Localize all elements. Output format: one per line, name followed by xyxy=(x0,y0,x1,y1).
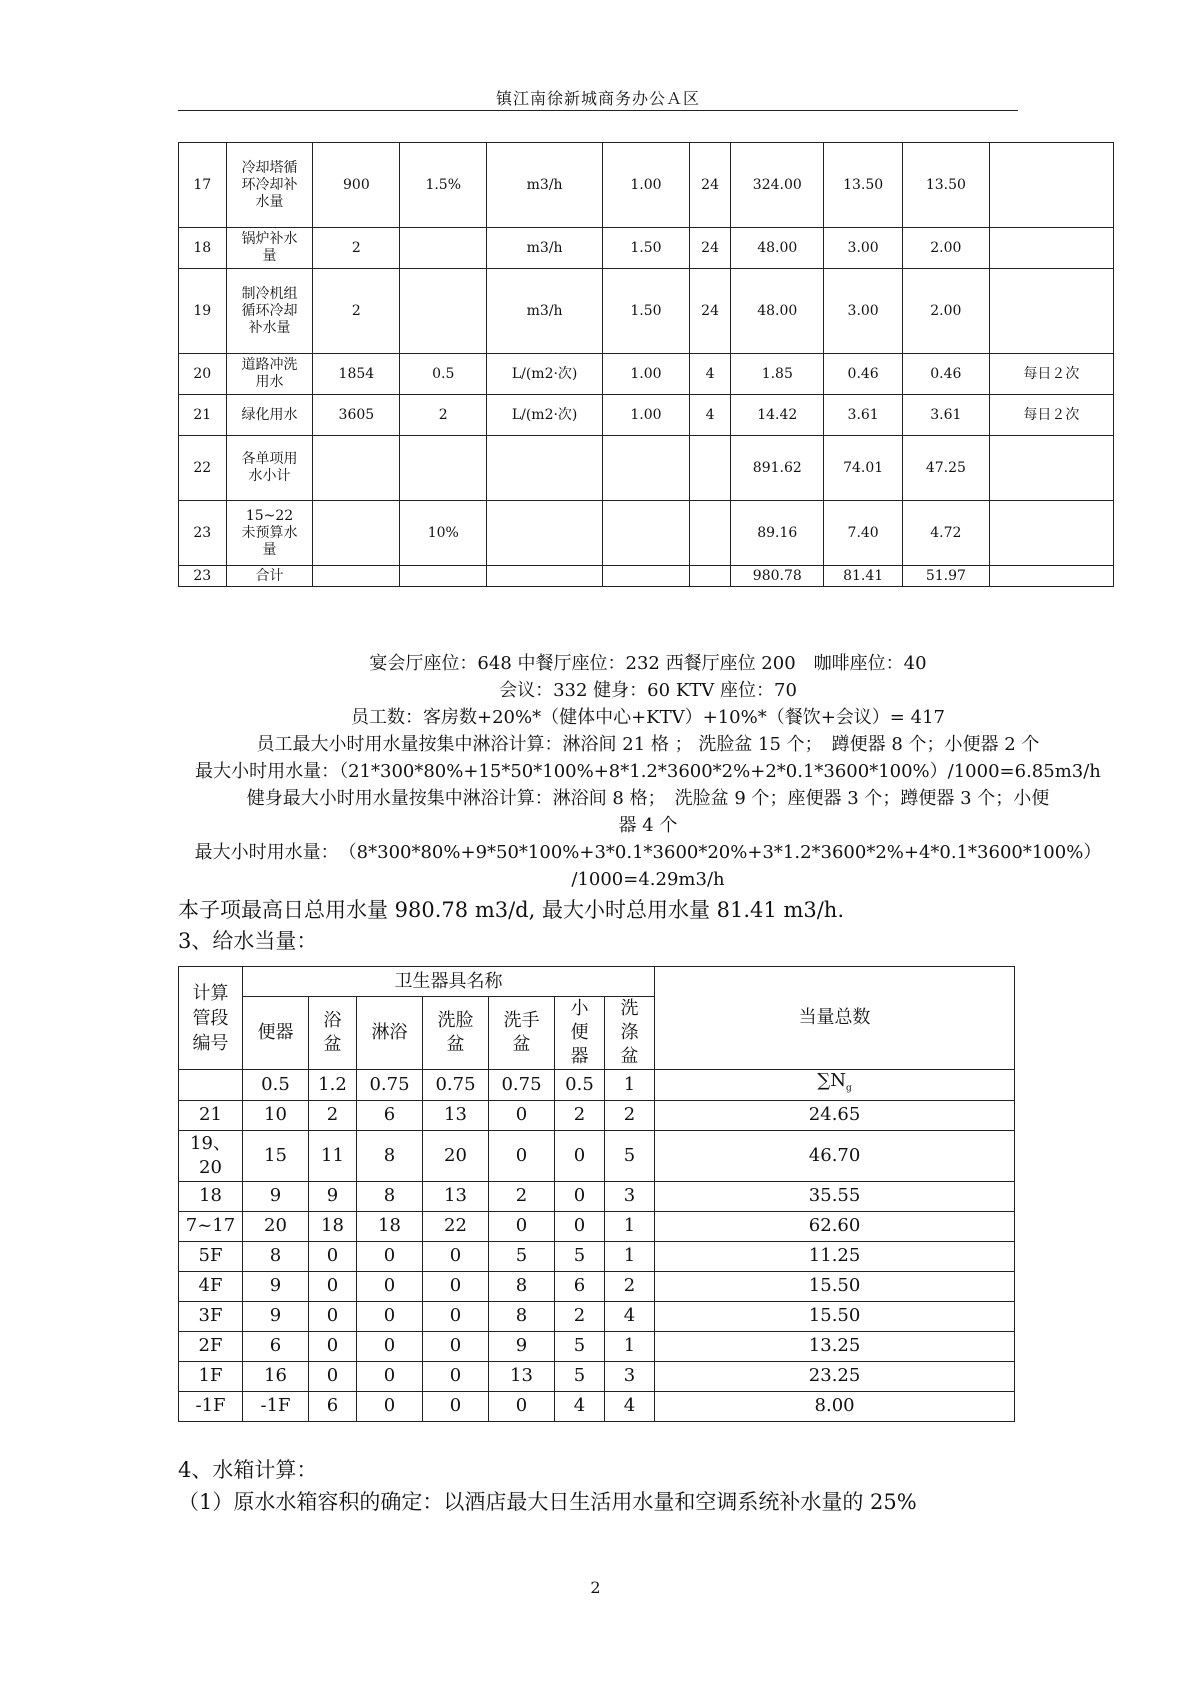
cell-name: 冷却塔循环冷却补水量 xyxy=(226,143,313,228)
sigma-subscript: g xyxy=(845,1083,852,1094)
cell-hours: 24 xyxy=(689,143,730,228)
fixture-group-header: 卫生器具名称 xyxy=(243,967,655,997)
fixture-count: 8 xyxy=(489,1271,555,1301)
cell-coef: 1.00 xyxy=(603,395,690,436)
fixture-count: 0 xyxy=(555,1130,605,1181)
cell-daily: 48.00 xyxy=(731,269,824,354)
fixture-equivalent: 1 xyxy=(605,1070,655,1101)
section-3-title: 3、给水当量： xyxy=(178,929,318,953)
cell-no: 23 xyxy=(179,566,227,587)
fixture-count: 0 xyxy=(309,1271,357,1301)
fixture-count: 0 xyxy=(357,1271,423,1301)
fixture-equivalent: 0.75 xyxy=(489,1070,555,1101)
cell-name: 合计 xyxy=(226,566,313,587)
cell-avgh: 47.25 xyxy=(902,436,989,501)
cell-name: 道路冲洗用水 xyxy=(226,354,313,395)
cell-unit: L/(m2·次) xyxy=(487,354,603,395)
fixture-count: 4 xyxy=(555,1391,605,1421)
cell-daily: 14.42 xyxy=(731,395,824,436)
fixture-count: 0 xyxy=(555,1211,605,1241)
cell-note: 每日２次 xyxy=(989,354,1113,395)
cell-note xyxy=(989,143,1113,228)
cell-qty xyxy=(313,436,400,501)
fixture-name: 淋浴 xyxy=(357,997,423,1070)
segment-id: 1F xyxy=(179,1361,243,1391)
cell-qty xyxy=(313,501,400,566)
cell-std xyxy=(400,566,487,587)
total-value: 46.70 xyxy=(655,1130,1015,1181)
segment-id: -1F xyxy=(179,1391,243,1421)
calc-line-3: 员工数：客房数+20%*（健体中心+KTV）+10%*（餐饮+会议）= 417 xyxy=(351,707,945,728)
cell-name: 各单项用水小计 xyxy=(226,436,313,501)
cell-avgh: 51.97 xyxy=(902,566,989,587)
summary-text: 本子项最高日总用水量 980.78 m3/d, 最大小时总用水量 81.41 m3/h. xyxy=(178,898,844,922)
cell-coef xyxy=(603,566,690,587)
fixture-count: 0 xyxy=(423,1301,489,1331)
fixture-count: 3 xyxy=(605,1181,655,1211)
sigma-label: ∑N xyxy=(817,1070,846,1091)
cell-maxh: 13.50 xyxy=(824,143,903,228)
cell-no: 22 xyxy=(179,436,227,501)
table-row xyxy=(179,566,1114,587)
total-value: 11.25 xyxy=(655,1241,1015,1271)
fixture-count: 0 xyxy=(357,1301,423,1331)
table-row xyxy=(179,143,1114,228)
cell-unit xyxy=(487,566,603,587)
cell-avgh: 0.46 xyxy=(902,354,989,395)
total-value: 23.25 xyxy=(655,1361,1015,1391)
total-value: 62.60 xyxy=(655,1211,1015,1241)
fixture-equivalent: 0.5 xyxy=(555,1070,605,1101)
cell-no: 19 xyxy=(179,269,227,354)
section-4-item-1: （1）原水水箱容积的确定：以酒店最大日生活用水量和空调系统补水量的 25% xyxy=(178,1490,917,1514)
fixture-count: 2 xyxy=(555,1100,605,1130)
table-row xyxy=(179,1100,1015,1130)
cell-hours xyxy=(689,566,730,587)
fixture-count: 11 xyxy=(309,1130,357,1181)
fixture-count: 1 xyxy=(605,1241,655,1271)
cell-note xyxy=(989,269,1113,354)
cell-maxh: 0.46 xyxy=(824,354,903,395)
fixture-count: 2 xyxy=(555,1301,605,1331)
fixture-count: 0 xyxy=(309,1331,357,1361)
cell-no: 18 xyxy=(179,228,227,269)
fixture-count: 0 xyxy=(423,1391,489,1421)
fixture-equivalent: 0.75 xyxy=(357,1070,423,1101)
cell-no: 17 xyxy=(179,143,227,228)
calc-line-4: 员工最大小时用水量按集中淋浴计算：淋浴间 21 格 ； 洗脸盆 15 个； 蹲便器 8 个；小便器 2 个 xyxy=(256,734,1040,755)
cell-no: 20 xyxy=(179,354,227,395)
cell-daily: 980.78 xyxy=(731,566,824,587)
segment-id: 18 xyxy=(179,1181,243,1211)
fixture-equivalent-table xyxy=(178,966,1015,1422)
cell-std xyxy=(400,228,487,269)
segment-id: 4F xyxy=(179,1271,243,1301)
cell-note xyxy=(989,436,1113,501)
fixture-count: 1 xyxy=(605,1211,655,1241)
table-row xyxy=(179,1241,1015,1271)
cell-maxh: 74.01 xyxy=(824,436,903,501)
cell-unit: L/(m2·次) xyxy=(487,395,603,436)
cell-maxh: 7.40 xyxy=(824,501,903,566)
cell-unit: m3/h xyxy=(487,143,603,228)
fixture-count: 5 xyxy=(555,1241,605,1271)
fixture-name: 小便器 xyxy=(555,997,605,1070)
fixture-count: 6 xyxy=(555,1271,605,1301)
cell-unit: m3/h xyxy=(487,269,603,354)
fixture-count: 0 xyxy=(423,1361,489,1391)
cell-unit xyxy=(487,501,603,566)
total-value: 13.25 xyxy=(655,1331,1015,1361)
fixture-count: 6 xyxy=(243,1331,309,1361)
blank-cell xyxy=(179,1070,243,1101)
cell-avgh: 2.00 xyxy=(902,269,989,354)
cell-hours: 24 xyxy=(689,228,730,269)
fixture-name: 洗涤盆 xyxy=(605,997,655,1070)
equivalent-row xyxy=(179,1070,1015,1101)
fixture-count: 0 xyxy=(555,1181,605,1211)
cell-name: 锅炉补水量 xyxy=(226,228,313,269)
table-row xyxy=(179,1211,1015,1241)
fixture-count: 5 xyxy=(555,1361,605,1391)
fixture-count: 9 xyxy=(243,1181,309,1211)
fixture-count: 3 xyxy=(605,1361,655,1391)
fixture-count: 0 xyxy=(309,1361,357,1391)
cell-qty: 2 xyxy=(313,228,400,269)
segment-id: 5F xyxy=(179,1241,243,1271)
cell-daily: 48.00 xyxy=(731,228,824,269)
cell-daily: 1.85 xyxy=(731,354,824,395)
fixture-count: 0 xyxy=(357,1361,423,1391)
page-header: 镇江南徐新城商务办公Ａ区 xyxy=(495,89,700,108)
cell-maxh: 3.00 xyxy=(824,228,903,269)
fixture-count: 15 xyxy=(243,1130,309,1181)
fixture-name: 洗手盆 xyxy=(489,997,555,1070)
cell-avgh: 4.72 xyxy=(902,501,989,566)
calc-line-1: 宴会厅座位：648 中餐厅座位：232 西餐厅座位 200 咖啡座位：40 xyxy=(369,653,927,674)
fixture-count: 0 xyxy=(489,1130,555,1181)
cell-name: 15~22未预算水量 xyxy=(226,501,313,566)
cell-name: 制冷机组循环冷却补水量 xyxy=(226,269,313,354)
fixture-count: 10 xyxy=(243,1100,309,1130)
table-row xyxy=(179,1181,1015,1211)
fixture-count: 2 xyxy=(605,1100,655,1130)
cell-daily: 891.62 xyxy=(731,436,824,501)
sigma-cell xyxy=(655,1070,1015,1101)
cell-unit: m3/h xyxy=(487,228,603,269)
fixture-count: 0 xyxy=(489,1100,555,1130)
cell-note xyxy=(989,566,1113,587)
segment-id: 19、20 xyxy=(179,1130,243,1181)
segment-id: 3F xyxy=(179,1301,243,1331)
total-value: 15.50 xyxy=(655,1271,1015,1301)
cell-hours: 4 xyxy=(689,395,730,436)
cell-hours xyxy=(689,436,730,501)
cell-maxh: 3.61 xyxy=(824,395,903,436)
fixture-count: 2 xyxy=(489,1181,555,1211)
total-header: 当量总数 xyxy=(655,967,1015,1070)
fixture-count: 2 xyxy=(309,1100,357,1130)
fixture-name: 便器 xyxy=(243,997,309,1070)
fixture-count: 6 xyxy=(357,1100,423,1130)
fixture-count: 20 xyxy=(423,1130,489,1181)
fixture-count: 6 xyxy=(309,1391,357,1421)
table-row xyxy=(179,501,1114,566)
fixture-equivalent: 0.75 xyxy=(423,1070,489,1101)
fixture-count: 5 xyxy=(605,1130,655,1181)
fixture-count: 1 xyxy=(605,1331,655,1361)
cell-coef: 1.50 xyxy=(603,269,690,354)
header-rule xyxy=(178,110,1018,111)
fixture-count: 9 xyxy=(243,1301,309,1331)
fixture-count: 22 xyxy=(423,1211,489,1241)
fixture-name: 洗脸盆 xyxy=(423,997,489,1070)
calc-line-2: 会议：332 健身：60 KTV 座位：70 xyxy=(499,680,797,701)
calc-line-7: 器 4 个 xyxy=(618,815,678,836)
fixture-count: 18 xyxy=(309,1211,357,1241)
fixture-name: 浴盆 xyxy=(309,997,357,1070)
cell-hours: 24 xyxy=(689,269,730,354)
cell-no: 21 xyxy=(179,395,227,436)
fixture-count: 0 xyxy=(357,1331,423,1361)
cell-note: 每日２次 xyxy=(989,395,1113,436)
fixture-count: 20 xyxy=(243,1211,309,1241)
fixture-count: 0 xyxy=(423,1241,489,1271)
cell-std: 1.5% xyxy=(400,143,487,228)
fixture-count: 9 xyxy=(489,1331,555,1361)
water-usage-table xyxy=(178,142,1114,587)
fixture-count: 9 xyxy=(309,1181,357,1211)
segment-header: 计算管段编号 xyxy=(179,967,243,1070)
cell-coef xyxy=(603,501,690,566)
cell-hours xyxy=(689,501,730,566)
cell-std: 10% xyxy=(400,501,487,566)
cell-daily: 324.00 xyxy=(731,143,824,228)
fixture-count: 13 xyxy=(423,1100,489,1130)
calc-line-5: 最大小时用水量：（21*300*80%+15*50*100%+8*1.2*3600*2%+2*0.1*3600*100%）/1000=6.85m3/h xyxy=(195,761,1101,782)
fixture-count: 0 xyxy=(357,1241,423,1271)
section-4-title: 4、水箱计算： xyxy=(178,1458,318,1482)
table-row xyxy=(179,228,1114,269)
total-value: 15.50 xyxy=(655,1301,1015,1331)
fixture-count: -1F xyxy=(243,1391,309,1421)
cell-coef: 1.00 xyxy=(603,354,690,395)
fixture-count: 18 xyxy=(357,1211,423,1241)
total-value: 35.55 xyxy=(655,1181,1015,1211)
fixture-count: 0 xyxy=(423,1331,489,1361)
fixture-count: 2 xyxy=(605,1271,655,1301)
cell-std: 2 xyxy=(400,395,487,436)
total-value: 24.65 xyxy=(655,1100,1015,1130)
fixture-equivalent: 1.2 xyxy=(309,1070,357,1101)
cell-name: 绿化用水 xyxy=(226,395,313,436)
table-row xyxy=(179,436,1114,501)
fixture-count: 5 xyxy=(555,1331,605,1361)
fixture-count: 8 xyxy=(489,1301,555,1331)
cell-no: 23 xyxy=(179,501,227,566)
fixture-count: 16 xyxy=(243,1361,309,1391)
fixture-count: 8 xyxy=(243,1241,309,1271)
fixture-count: 0 xyxy=(309,1301,357,1331)
table-row xyxy=(179,1361,1015,1391)
cell-avgh: 13.50 xyxy=(902,143,989,228)
cell-coef: 1.00 xyxy=(603,143,690,228)
cell-qty: 1854 xyxy=(313,354,400,395)
cell-std: 0.5 xyxy=(400,354,487,395)
table-row xyxy=(179,354,1114,395)
table-row xyxy=(179,395,1114,436)
fixture-count: 4 xyxy=(605,1301,655,1331)
table-row xyxy=(179,1331,1015,1361)
calc-line-9: /1000=4.29m3/h xyxy=(571,869,725,890)
total-value: 8.00 xyxy=(655,1391,1015,1421)
cell-daily: 89.16 xyxy=(731,501,824,566)
fixture-count: 0 xyxy=(309,1241,357,1271)
segment-id: 2F xyxy=(179,1331,243,1361)
cell-avgh: 3.61 xyxy=(902,395,989,436)
table-row xyxy=(179,1391,1015,1421)
fixture-count: 9 xyxy=(243,1271,309,1301)
table-row xyxy=(179,1130,1015,1181)
cell-qty: 2 xyxy=(313,269,400,354)
cell-maxh: 3.00 xyxy=(824,269,903,354)
fixture-count: 0 xyxy=(423,1271,489,1301)
cell-coef xyxy=(603,436,690,501)
cell-avgh: 2.00 xyxy=(902,228,989,269)
cell-note xyxy=(989,501,1113,566)
header-row xyxy=(179,967,1015,997)
cell-note xyxy=(989,228,1113,269)
segment-id: 7~17 xyxy=(179,1211,243,1241)
table-row xyxy=(179,269,1114,354)
cell-std xyxy=(400,269,487,354)
cell-qty: 900 xyxy=(313,143,400,228)
table-row xyxy=(179,1301,1015,1331)
segment-id: 21 xyxy=(179,1100,243,1130)
cell-std xyxy=(400,436,487,501)
cell-qty xyxy=(313,566,400,587)
cell-coef: 1.50 xyxy=(603,228,690,269)
fixture-count: 5 xyxy=(489,1241,555,1271)
fixture-count: 8 xyxy=(357,1130,423,1181)
page-number: 2 xyxy=(590,1578,601,1597)
fixture-count: 0 xyxy=(489,1211,555,1241)
cell-qty: 3605 xyxy=(313,395,400,436)
cell-maxh: 81.41 xyxy=(824,566,903,587)
fixture-equivalent: 0.5 xyxy=(243,1070,309,1101)
table-row xyxy=(179,1271,1015,1301)
fixture-count: 8 xyxy=(357,1181,423,1211)
cell-hours: 4 xyxy=(689,354,730,395)
cell-unit xyxy=(487,436,603,501)
fixture-count: 4 xyxy=(605,1391,655,1421)
calc-line-6: 健身最大小时用水量按集中淋浴计算：淋浴间 8 格； 洗脸盆 9 个；座便器 3 个；蹲便器 3 个；小便 xyxy=(246,788,1050,809)
fixture-count: 13 xyxy=(489,1361,555,1391)
fixture-count: 13 xyxy=(423,1181,489,1211)
calc-line-8: 最大小时用水量： （8*300*80%+9*50*100%+3*0.1*3600*20%+3*1.2*3600*2%+4*0.1*3600*100%） xyxy=(194,842,1102,863)
fixture-count: 0 xyxy=(357,1391,423,1421)
fixture-count: 0 xyxy=(489,1391,555,1421)
